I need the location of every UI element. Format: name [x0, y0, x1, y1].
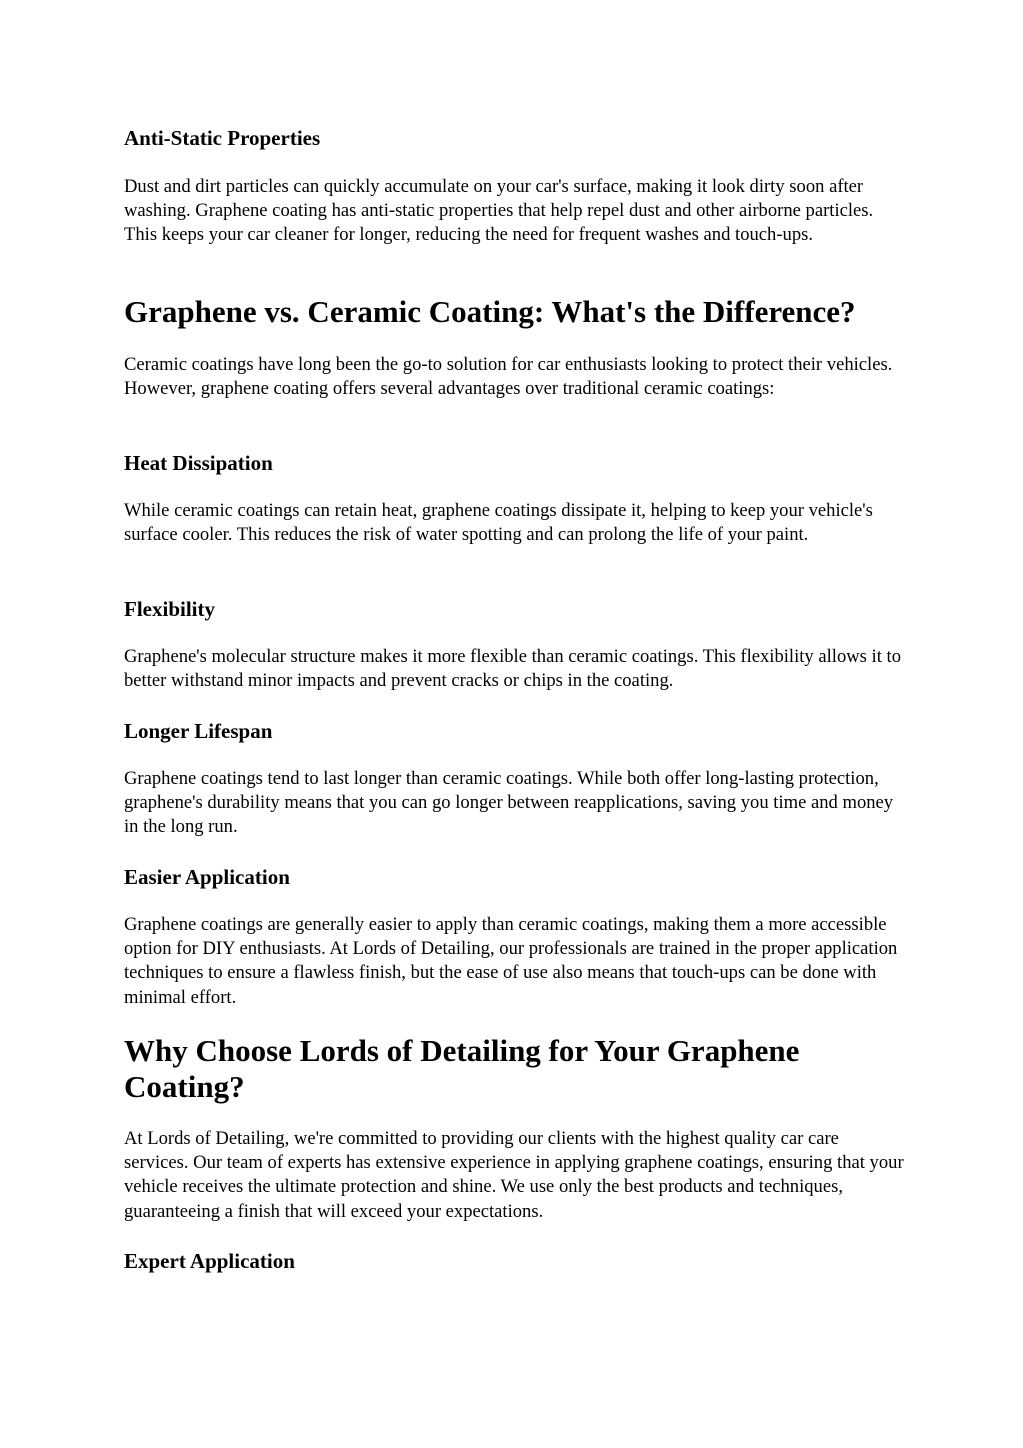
heading-why-choose-lords: Why Choose Lords of Detailing for Your Graphene Coating?	[124, 1033, 800, 1104]
heading-graphene-vs-ceramic: Graphene vs. Ceramic Coating: What's the Difference?	[124, 294, 856, 329]
heading-easier-application: Easier Application	[124, 865, 290, 889]
paragraph-longer-lifespan: Graphene coatings tend to last longer than ceramic coatings. While both offer long-lasting protection, graphene's durability means that you can go longer between reapplications, saving you time and money in the long run.	[124, 768, 894, 838]
paragraph-easier-application: Graphene coatings are generally easier to apply than ceramic coatings, making them a more accessible option for DIY enthusiasts. At Lords of Detailing, our professionals are trained in the proper application techniques to ensure a flawless finish, but the ease of use also means that touch-ups can be done with minimal effort.	[124, 914, 898, 1008]
paragraph-flexibility: Graphene's molecular structure makes it more flexible than ceramic coatings. This flexibility allows it to better withstand minor impacts and prevent cracks or chips in the coating.	[124, 646, 901, 692]
heading-heat-dissipation: Heat Dissipation	[124, 451, 273, 475]
paragraph-why-choose-lords: At Lords of Detailing, we're committed to providing our clients with the highest quality car care services. Our team of experts has extensive experience in applying graphene coatings, ensuring that your vehicle receives the ultimate protection and shine. We use only the best products and techniques, guaranteeing a finish that will exceed your expectations.	[124, 1128, 904, 1222]
paragraph-heat-dissipation: While ceramic coatings can retain heat, graphene coatings dissipate it, helping to keep your vehicle's surface cooler. This reduces the risk of water spotting and can prolong the life of your paint.	[124, 500, 873, 546]
heading-flexibility: Flexibility	[124, 597, 215, 621]
heading-longer-lifespan: Longer Lifespan	[124, 719, 273, 743]
heading-anti-static-properties: Anti-Static Properties	[124, 126, 321, 150]
heading-expert-application: Expert Application	[124, 1249, 295, 1273]
paragraph-graphene-vs-ceramic: Ceramic coatings have long been the go-to solution for car enthusiasts looking to protect their vehicles. However, graphene coating offers several advantages over traditional ceramic coatings:	[124, 354, 893, 400]
paragraph-anti-static-properties: Dust and dirt particles can quickly accumulate on your car's surface, making it look dirty soon after washing. Graphene coating has anti-static properties that help repel dust and other airborne particles. This keeps your car cleaner for longer, reducing the need for frequent washes and touch-ups.	[124, 176, 874, 246]
